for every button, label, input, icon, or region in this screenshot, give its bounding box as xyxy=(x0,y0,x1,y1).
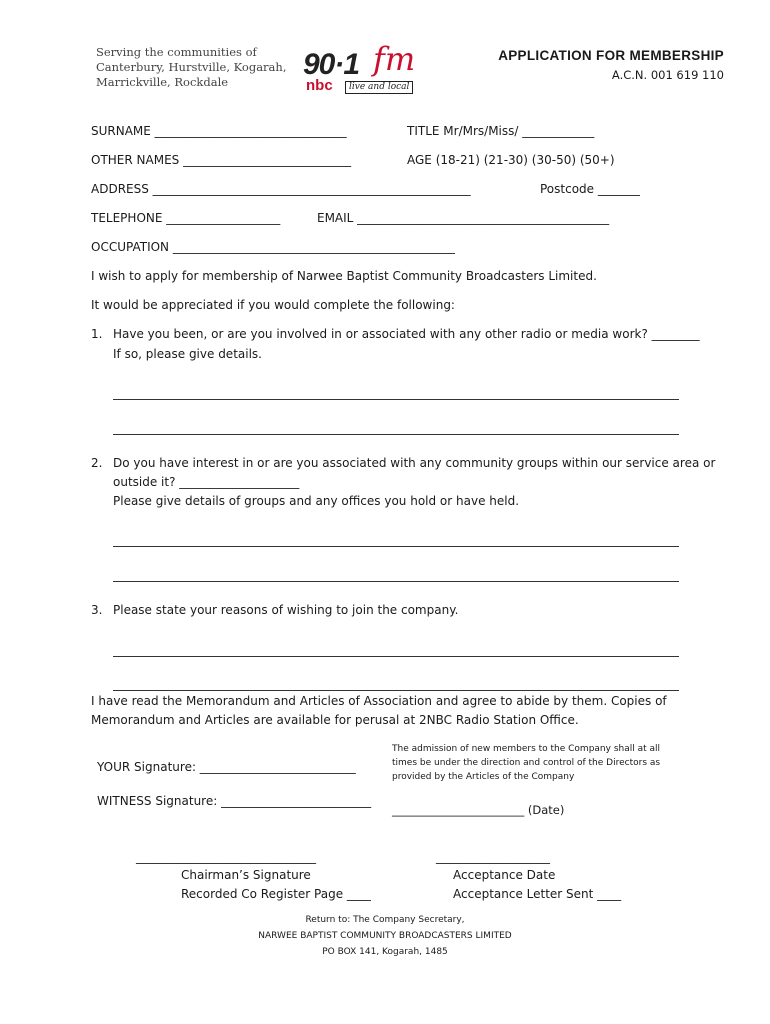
telephone-field[interactable]: TELEPHONE ___________________ xyxy=(91,211,281,225)
apply-statement: I wish to apply for membership of Narwee Baptist Community Broadcasters Limited. xyxy=(91,269,597,283)
logo-fm: fm xyxy=(373,40,416,78)
footer-line: PO BOX 141, Kogarah, 1485 xyxy=(322,947,448,957)
chairman-signature-label: Chairman’s Signature xyxy=(181,868,311,882)
admission-note xyxy=(392,742,660,784)
witness-signature-field[interactable]: WITNESS Signature: _________________________ xyxy=(97,794,372,808)
answer-line[interactable] xyxy=(113,546,679,547)
note-line: times be under the direction and control of the Directors as xyxy=(392,758,661,768)
question-1-followup: If so, please give details. xyxy=(113,347,262,361)
serving-line: Serving the communities of xyxy=(96,45,257,59)
serving-line: Marrickville, Rockdale xyxy=(96,75,229,89)
title-field[interactable]: TITLE Mr/Mrs/Miss/ ____________ xyxy=(407,124,595,138)
complete-instruction: It would be appreciated if you would complete the following: xyxy=(91,298,455,312)
logo-number: 90·1 xyxy=(303,48,360,81)
return-address xyxy=(0,912,770,960)
note-line: The admission of new members to the Company shall at all xyxy=(392,744,661,754)
serving-line: Canterbury, Hurstville, Kogarah, xyxy=(96,60,287,74)
occupation-field[interactable]: OCCUPATION _______________________________________________ xyxy=(91,240,455,254)
page-title: APPLICATION FOR MEMBERSHIP xyxy=(498,48,724,63)
answer-line[interactable] xyxy=(113,434,679,435)
surname-field[interactable]: SURNAME ________________________________ xyxy=(91,124,347,138)
question-number: 1. xyxy=(91,327,103,341)
declaration-line: Memorandum and Articles are available for perusal at 2NBC Radio Station Office. xyxy=(91,713,579,727)
question-2-text: Do you have interest in or are you associated with any community groups within our service area or xyxy=(113,456,716,470)
other-names-field[interactable]: OTHER NAMES ____________________________ xyxy=(91,153,352,167)
acceptance-date-line[interactable]: ___________________ xyxy=(436,850,550,864)
question-2-outside: outside it? ____________________ xyxy=(113,475,300,489)
station-logo xyxy=(303,40,443,99)
age-field[interactable]: AGE (18-21) (21-30) (30-50) (50+) xyxy=(407,153,615,167)
question-number: 3. xyxy=(91,603,103,617)
register-page-field[interactable]: Recorded Co Register Page ____ xyxy=(181,887,371,901)
question-1-text: Have you been, or are you involved in or associated with any other radio or media work? ________ xyxy=(113,327,700,341)
answer-line[interactable] xyxy=(113,399,679,400)
chairman-signature-line[interactable]: ______________________________ xyxy=(136,850,316,864)
your-signature-field[interactable]: YOUR Signature: __________________________ xyxy=(97,760,356,774)
declaration-line: I have read the Memorandum and Articles of Association and agree to abide by them. Copies of xyxy=(91,694,667,708)
logo-nbc: nbc xyxy=(306,77,333,94)
question-number: 2. xyxy=(91,456,103,470)
answer-line[interactable] xyxy=(113,690,679,691)
email-field[interactable]: EMAIL __________________________________________ xyxy=(317,211,610,225)
question-2-details: Please give details of groups and any offices you hold or have held. xyxy=(113,494,520,508)
answer-line[interactable] xyxy=(113,581,679,582)
address-field[interactable]: ADDRESS _____________________________________________________ xyxy=(91,182,471,196)
answer-line[interactable] xyxy=(113,656,679,657)
acceptance-letter-field[interactable]: Acceptance Letter Sent ____ xyxy=(453,887,622,901)
logo-tagline: live and local xyxy=(345,81,413,94)
date-field[interactable]: _______________________ (Date) xyxy=(392,803,565,817)
footer-line: NARWEE BAPTIST COMMUNITY BROADCASTERS LIMITED xyxy=(258,931,512,941)
footer-line: Return to: The Company Secretary, xyxy=(305,915,465,925)
postcode-field[interactable]: Postcode _______ xyxy=(540,182,640,196)
question-3-text: Please state your reasons of wishing to join the company. xyxy=(113,603,459,617)
acceptance-date-label: Acceptance Date xyxy=(453,868,556,882)
acn-number: A.C.N. 001 619 110 xyxy=(611,68,724,82)
serving-communities xyxy=(96,45,286,90)
note-line: provided by the Articles of the Company xyxy=(392,772,575,782)
